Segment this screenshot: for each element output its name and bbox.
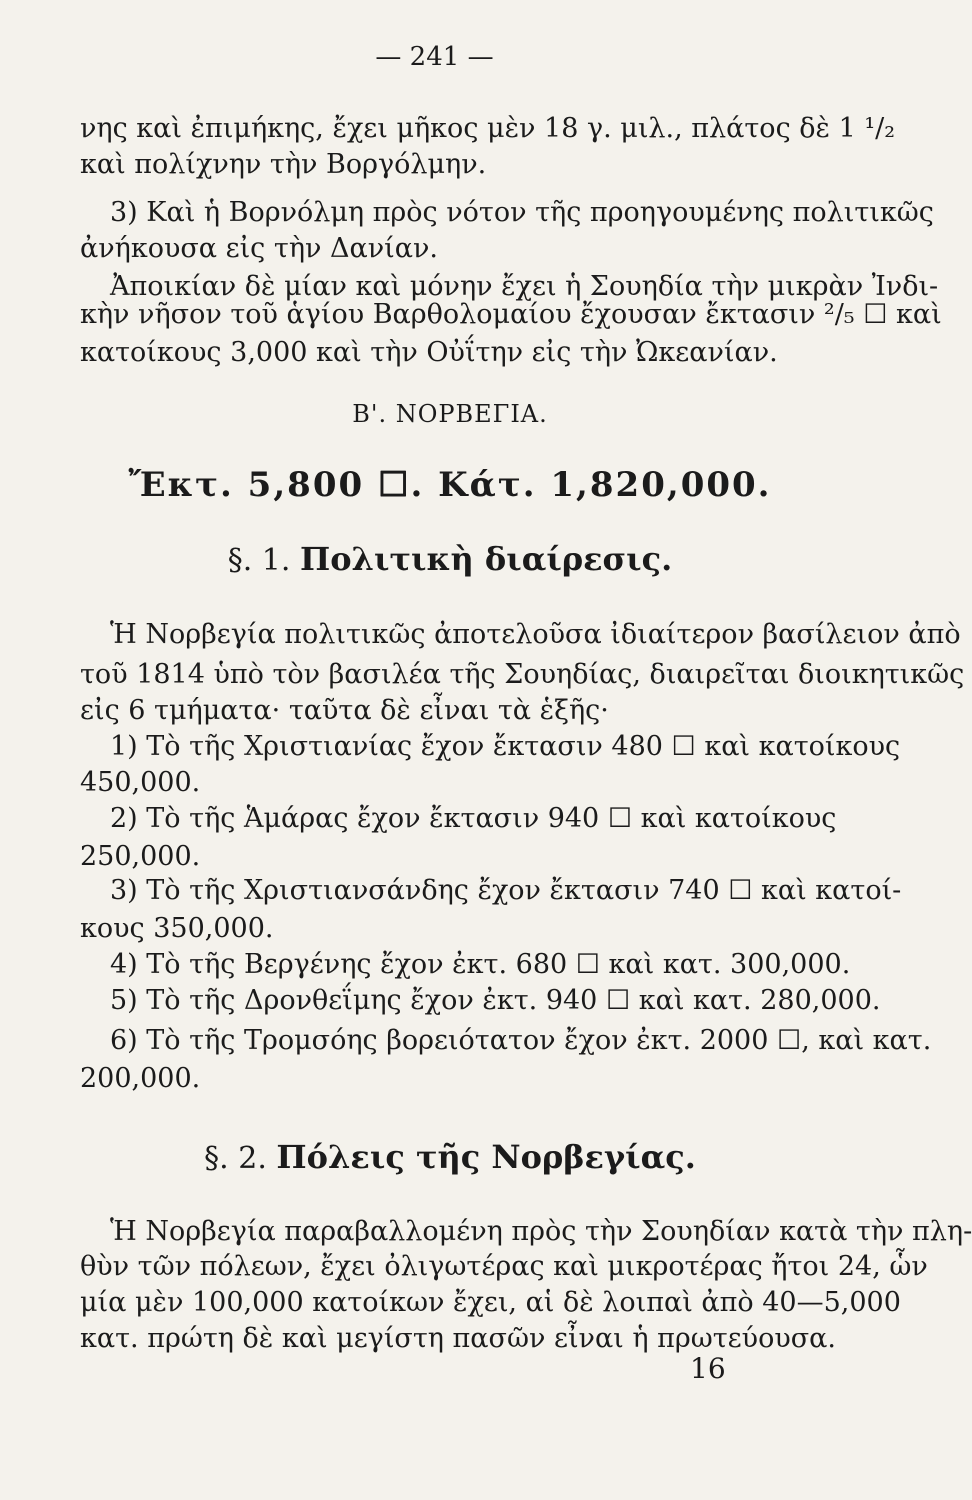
list-item: 4) Τὸ τῆς Βεργένης ἔχον ἐκτ. 680 ☐ καὶ κατ. 300,000.: [110, 949, 851, 980]
text-line: νης καὶ ἐπιμήκης, ἔχει μῆκος μὲν 18 γ. μιλ., πλάτος δὲ 1 ¹/₂: [80, 113, 896, 144]
text-line: τοῦ 1814 ὑπὸ τὸν βασιλέα τῆς Σουηδίας, διαιρεῖται διοικητικῶς: [80, 659, 965, 690]
text-line: Ἡ Νορβεγία παραβαλλομένη πρὸς τὴν Σουηδίαν κατὰ τὴν πλη-: [110, 1216, 972, 1247]
text-line: θὺν τῶν πόλεων, ἔχει ὀλιγωτέρας καὶ μικροτέρας ἤτοι 24, ὧν: [80, 1251, 928, 1282]
text-line: Ἀποικίαν δὲ μίαν καὶ μόνην ἔχει ἡ Σουηδία τὴν μικρὰν Ἰνδι-: [110, 271, 939, 302]
list-item: 200,000.: [80, 1063, 201, 1094]
catchword: 16: [690, 1352, 726, 1385]
list-item: κους 350,000.: [80, 913, 274, 944]
heading-title: Πόλεις τῆς Νορβεγίας.: [276, 1138, 696, 1176]
list-item: 450,000.: [80, 767, 201, 798]
text-line: Ἡ Νορβεγία πολιτικῶς ἀποτελοῦσα ἰδιαίτερον βασίλειον ἀπὸ: [110, 619, 961, 650]
page-number: — 241 —: [375, 42, 494, 72]
text-line: κὴν νῆσον τοῦ ἁγίου Βαρθολομαίου ἔχουσαν ἔκτασιν ²/₅ ☐ καὶ: [80, 299, 942, 330]
stats-line: Ἔκτ. 5,800 ☐. Κάτ. 1,820,000.: [128, 465, 772, 505]
list-item: 5) Τὸ τῆς Δρονθεΐμης ἔχον ἐκτ. 940 ☐ καὶ κατ. 280,000.: [110, 985, 881, 1016]
heading-title: Πολιτικὴ διαίρεσις.: [299, 540, 673, 578]
heading-prefix: §. 1.: [227, 543, 291, 578]
list-item: 6) Τὸ τῆς Τρομσόης βορειότατον ἔχον ἐκτ. 2000 ☐, καὶ κατ.: [110, 1025, 932, 1056]
section-heading: [80, 1140, 820, 1176]
heading-prefix: §. 2.: [204, 1141, 267, 1176]
text-line: ἀνήκουσα εἰς τὴν Δανίαν.: [80, 233, 438, 264]
section-heading: [80, 542, 820, 578]
list-item: 2) Τὸ τῆς Ἁμάρας ἔχον ἔκτασιν 940 ☐ καὶ κατοίκους: [110, 803, 837, 834]
list-item: 3) Τὸ τῆς Χριστιανσάνδης ἔχον ἔκτασιν 740 ☐ καὶ κατοί-: [110, 875, 902, 906]
list-item: 1) Τὸ τῆς Χριστιανίας ἔχον ἔκτασιν 480 ☐ καὶ κατοίκους: [110, 731, 901, 762]
text-line: κατοίκους 3,000 καὶ τὴν Οὐΐτην εἰς τὴν Ὠκεανίαν.: [80, 337, 778, 368]
text-line: μία μὲν 100,000 κατοίκων ἔχει, αἱ δὲ λοιπαὶ ἀπὸ 40—5,000: [80, 1287, 901, 1318]
text-line: 3) Καὶ ἡ Βορνόλμη πρὸς νότον τῆς προηγουμένης πολιτικῶς: [110, 197, 934, 228]
list-item: 250,000.: [80, 841, 201, 872]
text-line: εἰς 6 τμήματα· ταῦτα δὲ εἶναι τὰ ἑξῆς·: [80, 695, 609, 726]
text-line: καὶ πολίχνην τὴν Βοργόλμην.: [80, 149, 487, 180]
text-line: κατ. πρώτη δὲ καὶ μεγίστη πασῶν εἶναι ἡ πρωτεύουσα.: [80, 1323, 836, 1354]
section-title: Β'. ΝΟΡΒΕΓΙΑ.: [352, 400, 548, 428]
